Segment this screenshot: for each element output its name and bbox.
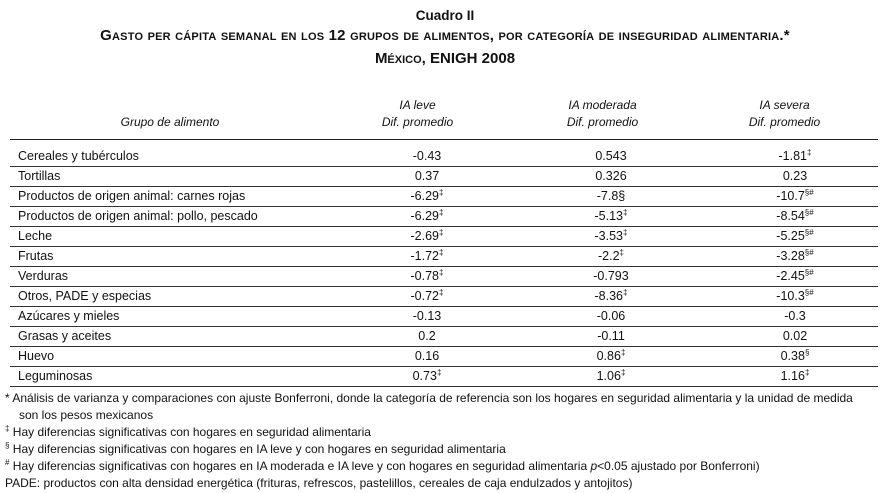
cell-ia-moderada: [551, 327, 671, 346]
significance-mark: ‡: [439, 268, 444, 277]
row-label: [18, 187, 245, 206]
table-row: [10, 367, 878, 387]
cell-value: -5.13: [594, 209, 624, 223]
cell-value: Cereales y tubérculos: [18, 149, 139, 163]
cell-value: 0.37: [414, 169, 440, 183]
table-row: [10, 247, 878, 267]
column-header-ia-severa: [712, 97, 857, 131]
significance-mark: §#: [804, 208, 814, 217]
significance-mark: §#: [804, 268, 814, 277]
significance-mark: ‡: [439, 228, 444, 237]
cell-ia-leve: [367, 367, 487, 386]
footnote-text: Hay diferencias significativas con hogares en seguridad alimentaria: [9, 425, 371, 439]
table-subtitle: México, ENIGH 2008: [374, 50, 516, 67]
cell-ia-moderada: [551, 287, 671, 306]
row-label: [18, 227, 52, 246]
row-label: [18, 367, 92, 386]
significance-mark: §#: [804, 288, 814, 297]
cell-ia-moderada: [551, 207, 671, 226]
significance-mark: ‡: [620, 368, 626, 377]
cell-value: Leche: [18, 229, 53, 243]
footnote-text: Hay diferencias significativas con hogares en IA leve y con hogares en seguridad alimentaria: [9, 442, 506, 456]
table-row: [10, 267, 878, 287]
cell-value: -10.7: [776, 189, 805, 203]
cell-ia-leve: [367, 227, 487, 246]
cell-ia-leve: [367, 207, 487, 226]
cell-ia-severa: [735, 247, 855, 266]
cell-value: -0.72: [410, 289, 440, 303]
cell-ia-severa: [735, 367, 855, 386]
footnote-double-dagger: [5, 424, 885, 441]
footnote-pade: PADE: productos con alta densidad energética (frituras, refrescos, pastelillos, cereales de caja endulzados y antojitos): [5, 476, 633, 490]
row-label: [18, 147, 139, 166]
table-row: [10, 207, 878, 227]
table-row: [10, 147, 878, 167]
cell-ia-moderada: [551, 307, 671, 326]
footnote-mark: #: [5, 458, 10, 467]
table-row: [10, 227, 878, 247]
footnote-section: [5, 441, 885, 458]
significance-mark: ‡: [439, 188, 444, 197]
cell-value: -7.8§: [596, 189, 626, 203]
cell-value: -0.3: [784, 309, 806, 323]
cell-value: -1.72: [410, 249, 440, 263]
significance-mark: ‡: [619, 248, 624, 257]
footnote-hash: [5, 458, 885, 475]
cell-ia-moderada: [551, 347, 671, 366]
significance-mark: §#: [804, 188, 814, 197]
cell-value: 0.86: [596, 349, 621, 363]
significance-mark: ‡: [439, 208, 444, 217]
cell-value: Huevo: [18, 349, 55, 363]
table-row: [10, 287, 878, 307]
cell-value: -5.25: [776, 229, 805, 243]
cell-value: Verduras: [18, 269, 69, 283]
table-number: Cuadro II: [415, 8, 475, 23]
cell-ia-leve: [367, 287, 487, 306]
footnote-p-symbol: p: [590, 459, 598, 473]
cell-value: -0.11: [597, 329, 625, 343]
significance-mark: ‡: [436, 368, 442, 377]
table-row: [10, 167, 878, 187]
significance-mark: ‡: [439, 288, 444, 297]
significance-mark: §#: [804, 228, 814, 237]
cell-ia-leve: [367, 187, 487, 206]
cell-value: -0.13: [412, 309, 442, 323]
column-header-group: Grupo de alimento: [120, 115, 220, 129]
cell-value: 1.16: [780, 369, 805, 383]
significance-mark: §#: [804, 248, 814, 257]
footnote-mark: ‡: [5, 424, 10, 433]
cell-value: 0.2: [418, 329, 436, 343]
cell-ia-severa: [735, 267, 855, 286]
row-label: [18, 247, 53, 266]
row-label: [18, 207, 258, 226]
table-row: [10, 187, 878, 207]
column-header-sublabel: Dif. promedio: [381, 115, 454, 129]
cell-ia-severa: [735, 287, 855, 306]
cell-value: -2.2: [598, 249, 620, 263]
cell-ia-severa: [735, 307, 855, 326]
cell-value: 0.73: [412, 369, 437, 383]
cell-value: -6.29: [410, 209, 440, 223]
footnote-asterisk-continued: son los pesos mexicanos: [19, 408, 154, 422]
footnote-mark: §: [5, 441, 10, 450]
column-header-ia-moderada: [530, 97, 675, 131]
column-header-label: IA leve: [399, 98, 436, 112]
cell-ia-severa: [735, 187, 855, 206]
cell-ia-severa: [735, 147, 855, 166]
cell-value: 0.543: [595, 149, 627, 163]
significance-mark: §: [804, 348, 810, 357]
column-header-sublabel: Dif. promedio: [748, 115, 821, 129]
cell-value: -0.78: [410, 269, 440, 283]
row-label: [18, 287, 151, 306]
column-header-label: IA severa: [759, 98, 810, 112]
row-label: [18, 347, 54, 366]
cell-ia-moderada: [551, 147, 671, 166]
cell-value: Otros, PADE y especias: [18, 289, 152, 303]
table-body: [10, 147, 878, 387]
significance-mark: ‡: [620, 348, 626, 357]
cell-ia-moderada: [551, 267, 671, 286]
cell-value: Productos de origen animal: carnes rojas: [18, 189, 246, 203]
cell-value: 0.23: [782, 169, 808, 183]
column-header-ia-leve: [345, 97, 490, 131]
cell-value: -10.3: [776, 289, 805, 303]
row-label: [18, 267, 68, 286]
cell-value: -3.28: [776, 249, 805, 263]
cell-value: -0.793: [593, 269, 629, 283]
cell-ia-severa: [735, 167, 855, 186]
column-header-label: IA moderada: [568, 98, 637, 112]
cell-ia-severa: [735, 227, 855, 246]
cell-value: Leguminosas: [18, 369, 93, 383]
cell-ia-moderada: [551, 187, 671, 206]
table-row: [10, 347, 878, 367]
cell-ia-leve: [367, 347, 487, 366]
cell-value: Productos de origen animal: pollo, pescado: [18, 209, 258, 223]
cell-value: -0.43: [412, 149, 442, 163]
cell-value: -0.06: [596, 309, 626, 323]
cell-ia-severa: [735, 207, 855, 226]
table-title: Gasto per cápita semanal en los 12 grupos de alimentos, por categoría de inseguridad alimentaria.*: [100, 27, 790, 44]
significance-mark: ‡: [623, 288, 628, 297]
row-label: [18, 167, 60, 186]
significance-mark: ‡: [439, 248, 444, 257]
footnote-asterisk: * Análisis de varianza y comparaciones con ajuste Bonferroni, donde la categoría de referencia son los hogares en seguridad alimentaria y la unidad de medida: [5, 391, 853, 405]
column-header-sublabel: Dif. promedio: [566, 115, 639, 129]
cell-value: Frutas: [18, 249, 54, 263]
significance-mark: ‡: [623, 228, 628, 237]
cell-value: -2.69: [410, 229, 440, 243]
footnote-text: Hay diferencias significativas con hogares en IA moderada e IA leve y con hogares en seguridad alimentaria: [9, 459, 591, 473]
cell-value: 0.16: [414, 349, 440, 363]
cell-value: -8.54: [776, 209, 805, 223]
cell-ia-moderada: [551, 367, 671, 386]
cell-ia-leve: [367, 307, 487, 326]
cell-ia-leve: [367, 147, 487, 166]
cell-value: -1.81: [778, 149, 808, 163]
cell-value: 0.326: [595, 169, 627, 183]
cell-value: Grasas y aceites: [18, 329, 112, 343]
cell-value: Azúcares y mieles: [18, 309, 120, 323]
cell-value: -8.36: [594, 289, 624, 303]
cell-ia-moderada: [551, 167, 671, 186]
cell-ia-moderada: [551, 247, 671, 266]
table-row: [10, 327, 878, 347]
table-row: [10, 307, 878, 327]
row-label: [18, 307, 119, 326]
significance-mark: ‡: [807, 148, 812, 157]
footnote-text: <0.05 ajustado por Bonferroni): [597, 459, 760, 473]
significance-mark: ‡: [623, 208, 628, 217]
table-footnotes: [5, 390, 885, 492]
row-label: [18, 327, 111, 346]
significance-mark: ‡: [804, 368, 810, 377]
cell-value: 1.06: [596, 369, 621, 383]
cell-ia-leve: [367, 247, 487, 266]
cell-ia-leve: [367, 327, 487, 346]
cell-ia-leve: [367, 267, 487, 286]
cell-value: 0.02: [782, 329, 808, 343]
cell-ia-severa: [735, 347, 855, 366]
cell-value: Tortillas: [18, 169, 61, 183]
cell-ia-severa: [735, 327, 855, 346]
cell-value: -3.53: [594, 229, 624, 243]
cell-ia-moderada: [551, 227, 671, 246]
cell-ia-leve: [367, 167, 487, 186]
cell-value: -2.45: [776, 269, 805, 283]
cell-value: 0.38: [780, 349, 805, 363]
cell-value: -6.29: [410, 189, 440, 203]
table-top-rule: [10, 139, 878, 140]
